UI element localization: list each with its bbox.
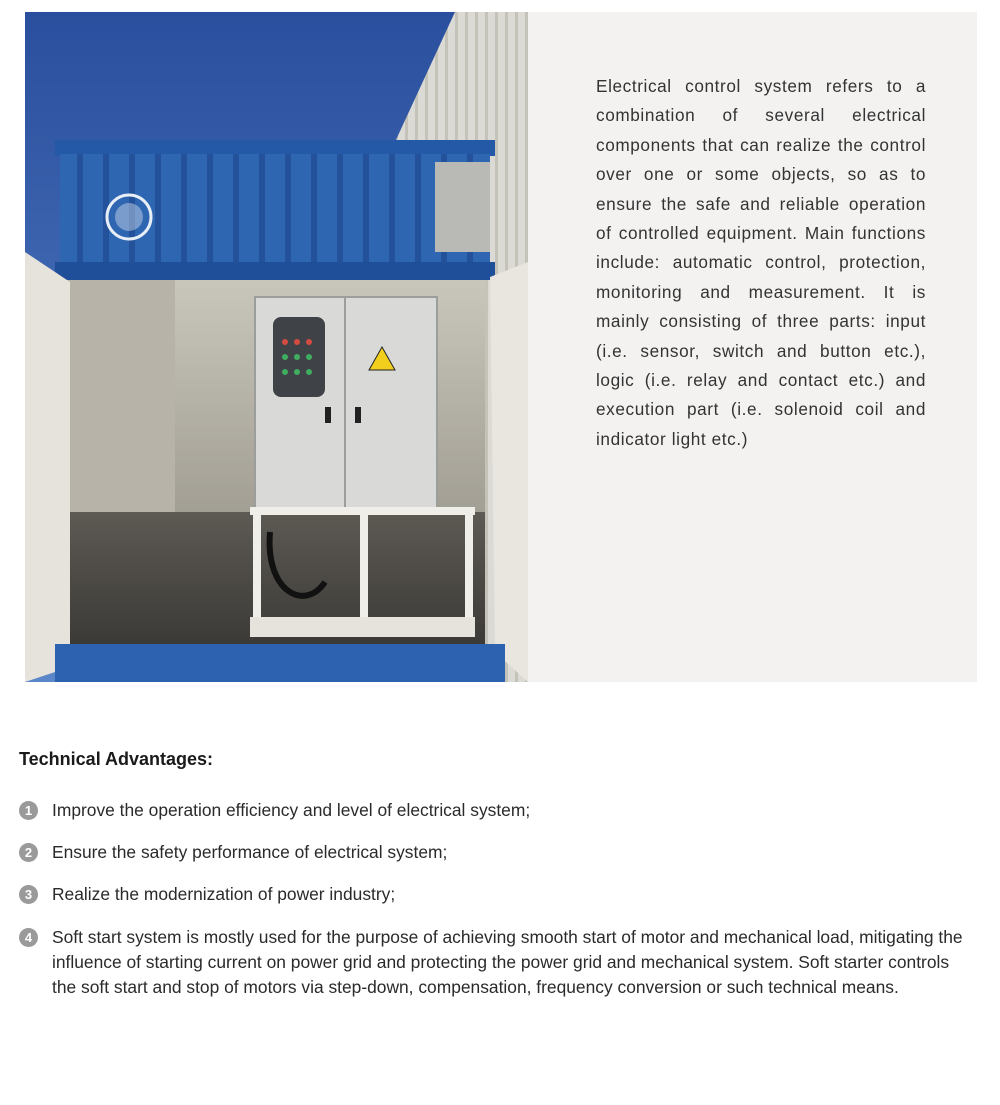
container-photo: [25, 12, 528, 682]
advantage-text: Realize the modernization of power industry;: [52, 884, 396, 905]
advantage-text: Ensure the safety performance of electrical system;: [52, 842, 448, 863]
list-item: [19, 882, 969, 907]
list-item: [19, 840, 969, 865]
advantages-heading: Technical Advantages:: [19, 749, 214, 769]
number-badge: 4: [19, 928, 38, 947]
advantages-list: [19, 798, 969, 1017]
advantage-text: Improve the operation efficiency and level of electrical system;: [52, 800, 531, 820]
advantage-text: Soft start system is mostly used for the purpose of achieving smooth start of motor and mechanical load, mitigating the influence of starting current on power grid and protecting the power grid and mechanical system. Soft starter controls the soft start and stop of motors via step-down, compensation, frequency conversion or such technical means.: [52, 926, 963, 998]
number-badge: 2: [19, 843, 38, 862]
list-item: [19, 925, 969, 1001]
number-badge: 3: [19, 885, 38, 904]
number-badge: 1: [19, 801, 38, 820]
system-description: Electrical control system refers to a combination of several electrical components that can realize the control over one or some objects, so as to ensure the safe and reliable operation of controlled equipment. Main functions include: automatic control, protection, monitoring and measurement. It is mainly consisting of three parts: input (i.e. sensor, switch and button etc.), logic (i.e. relay and contact etc.) and execution part (i.e. solenoid coil and indicator light etc.): [596, 76, 926, 449]
hero-section: [25, 12, 977, 682]
list-item: [19, 798, 969, 823]
container-illustration: [25, 12, 528, 682]
